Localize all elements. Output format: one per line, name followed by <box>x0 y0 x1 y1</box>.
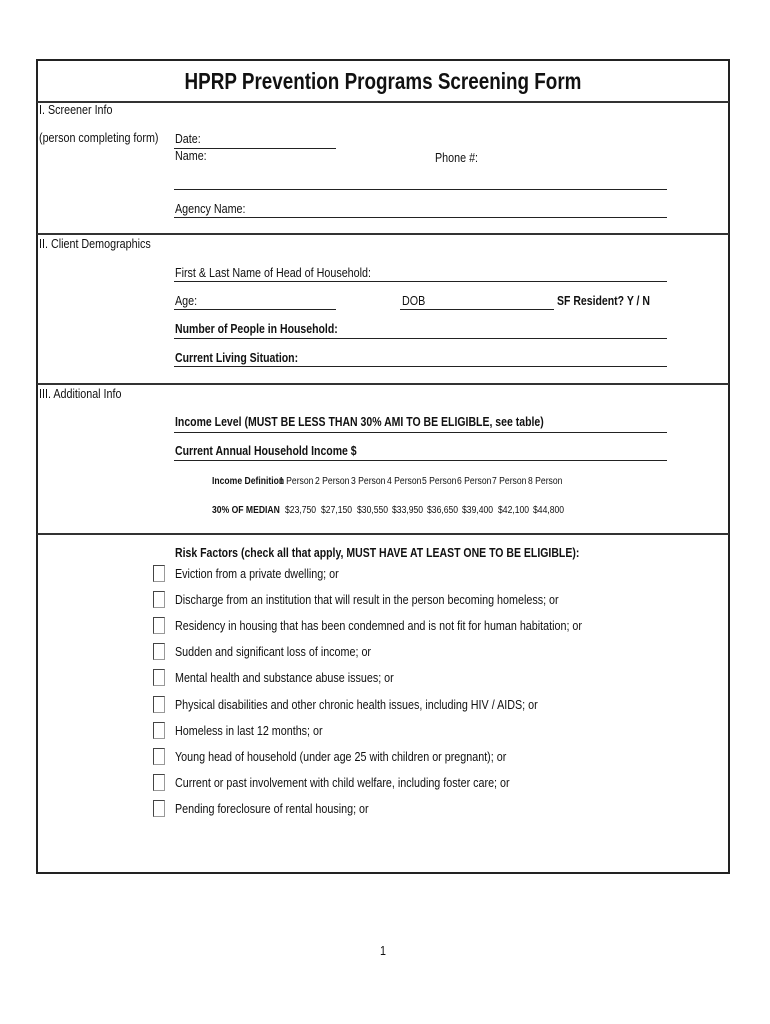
checkbox[interactable] <box>153 643 165 660</box>
additional-section-label: III. Additional Info <box>39 387 122 401</box>
income-level-field[interactable] <box>174 432 667 433</box>
risk-item-label: Homeless in last 12 months; or <box>175 724 323 738</box>
living-situation-label: Current Living Situation: <box>175 351 299 365</box>
table-header-4: 4 Person <box>387 476 422 487</box>
checkbox[interactable] <box>153 591 165 608</box>
risk-item-label: Sudden and significant loss of income; or <box>175 645 372 659</box>
table-cell-6: $39,400 <box>462 505 494 516</box>
checkbox[interactable] <box>153 617 165 634</box>
table-cell-5: $36,650 <box>427 505 459 516</box>
checkbox[interactable] <box>153 800 165 817</box>
table-header-3: 3 Person <box>351 476 386 487</box>
dob-field[interactable] <box>400 309 554 310</box>
head-of-household-label: First & Last Name of Head of Household: <box>175 266 371 280</box>
screener-section-label: I. Screener Info <box>39 103 113 117</box>
living-situation-field[interactable] <box>174 366 667 367</box>
head-of-household-field[interactable] <box>174 281 667 282</box>
checkbox[interactable] <box>153 774 165 791</box>
date-label: Date: <box>175 132 201 146</box>
risk-item-label: Residency in housing that has been condemned and is not fit for human habitation; or <box>175 619 582 633</box>
household-count-label: Number of People in Household: <box>175 322 338 336</box>
section-divider-client <box>37 233 729 235</box>
risk-item-label: Mental health and substance abuse issues; or <box>175 671 394 685</box>
section-divider-additional <box>37 383 729 385</box>
phone-label: Phone #: <box>435 151 479 165</box>
checkbox[interactable] <box>153 696 165 713</box>
table-header-7: 7 Person <box>492 476 527 487</box>
name-phone-field[interactable] <box>174 189 667 190</box>
table-header-8: 8 Person <box>528 476 563 487</box>
table-cell-4: $33,950 <box>392 505 424 516</box>
risk-item-label: Physical disabilities and other chronic health issues, including HIV / AIDS; or <box>175 698 538 712</box>
table-header-6: 6 Person <box>457 476 492 487</box>
annual-income-field[interactable] <box>174 460 667 461</box>
page-number: 1 <box>380 944 386 958</box>
screener-sub-label: (person completing form) <box>39 131 159 145</box>
risk-item-label: Discharge from an institution that will result in the person becoming homeless; or <box>175 593 559 607</box>
form-title: HPRP Prevention Programs Screening Form <box>184 68 582 94</box>
dob-label: DOB <box>402 294 426 308</box>
table-header-5: 5 Person <box>422 476 457 487</box>
risk-item-label: Young head of household (under age 25 with children or pregnant); or <box>175 750 507 764</box>
section-divider-risk <box>37 533 729 535</box>
agency-label: Agency Name: <box>175 202 246 216</box>
client-section-label: II. Client Demographics <box>39 237 151 251</box>
sf-resident-label[interactable]: SF Resident? Y / N <box>557 294 650 308</box>
checkbox[interactable] <box>153 748 165 765</box>
table-cell-7: $42,100 <box>498 505 530 516</box>
risk-item-label: Pending foreclosure of rental housing; or <box>175 802 369 816</box>
age-label: Age: <box>175 294 198 308</box>
table-header-definition: Income Definition <box>212 476 285 487</box>
title-divider <box>37 101 729 103</box>
name-label: Name: <box>175 149 207 163</box>
table-header-2: 2 Person <box>315 476 350 487</box>
risk-factors-heading: Risk Factors (check all that apply, MUST HAVE AT LEAST ONE TO BE ELIGIBLE): <box>175 546 580 560</box>
risk-item-label: Eviction from a private dwelling; or <box>175 567 339 581</box>
agency-field[interactable] <box>174 217 667 218</box>
table-row-label: 30% OF MEDIAN <box>212 505 280 516</box>
risk-item-label: Current or past involvement with child welfare, including foster care; or <box>175 776 510 790</box>
household-count-field[interactable] <box>174 338 667 339</box>
age-field[interactable] <box>174 309 336 310</box>
checkbox[interactable] <box>153 565 165 582</box>
table-cell-3: $30,550 <box>357 505 389 516</box>
table-cell-1: $23,750 <box>285 505 317 516</box>
annual-income-label: Current Annual Household Income $ <box>175 444 357 458</box>
income-level-label: Income Level (MUST BE LESS THAN 30% AMI TO BE ELIGIBLE, see table) <box>175 415 544 429</box>
checkbox[interactable] <box>153 669 165 686</box>
table-header-1: 1 Person <box>279 476 314 487</box>
table-cell-2: $27,150 <box>321 505 353 516</box>
table-cell-8: $44,800 <box>533 505 565 516</box>
checkbox[interactable] <box>153 722 165 739</box>
